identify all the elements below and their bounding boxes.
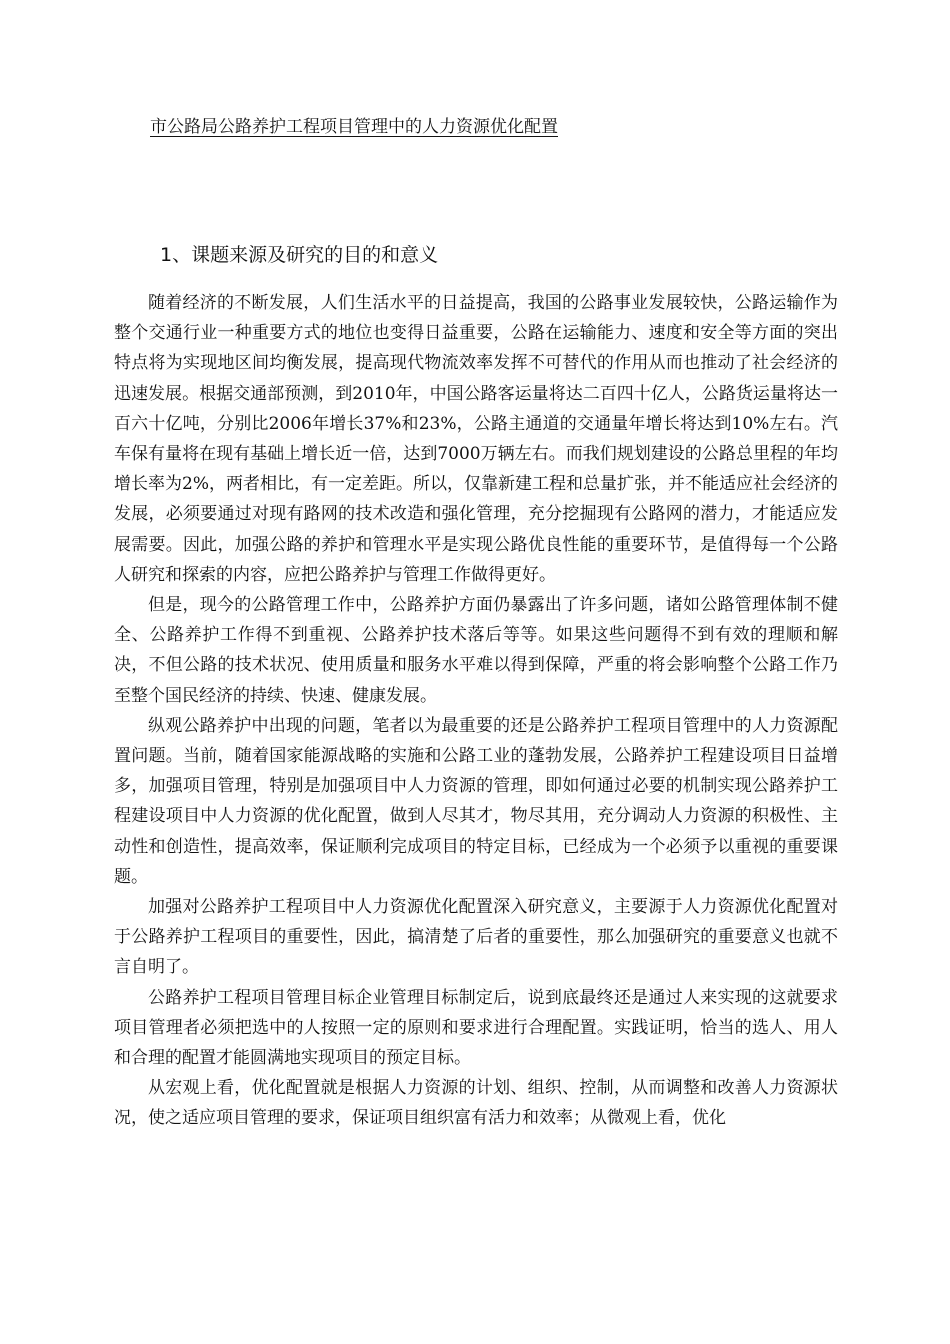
section-heading: 1、课题来源及研究的目的和意义 xyxy=(160,244,439,266)
paragraph: 公路养护工程项目管理目标企业管理目标制定后，说到底最终还是通过人来实现的这就要求项目管理者必须把选中的人按照一定的原则和要求进行合理配置。实践证明，恰当的选人、用人和合理的配置才能圆满地实现项目的预定目标。 xyxy=(114,987,838,1069)
document-title: 市公路局公路养护工程项目管理中的人力资源优化配置 xyxy=(150,117,558,137)
paragraph: 纵观公路养护中出现的问题，笔者以为最重要的还是公路养护工程项目管理中的人力资源配置问题。当前，随着国家能源战略的实施和公路工业的蓬勃发展，公路养护工程建设项目日益增多，加强项目管理，特别是加强项目中人力资源的管理，即如何通过必要的机制实现公路养护工程建设项目中人力资源的优化配置，做到人尽其才，物尽其用，充分调动人力资源的积极性、主动性和创造性，提高效率，保证顺利完成项目的特定目标，已经成为一个必须予以重视的重要课题。 xyxy=(114,715,838,887)
paragraph: 从宏观上看，优化配置就是根据人力资源的计划、组织、控制，从而调整和改善人力资源状况，使之适应项目管理的要求，保证项目组织富有活力和效率；从微观上看，优化 xyxy=(114,1078,838,1129)
body-text xyxy=(114,288,838,1134)
paragraph: 随着经济的不断发展，人们生活水平的日益提高，我国的公路事业发展较快，公路运输作为整个交通行业一种重要方式的地位也变得日益重要，公路在运输能力、速度和安全等方面的突出特点将为实现地区间均衡发展，提高现代物流效率发挥不可替代的作用从而也推动了社会经济的迅速发展。根据交通部预测，到2010年，中国公路客运量将达二百四十亿人，公路货运量将达一百六十亿吨，分别比2006年增长37%和23%，公路主通道的交通量年增长将达到10%左右。汽车保有量将在现有基础上增长近一倍，达到7000万辆左右。而我们规划建设的公路总里程的年均增长率为2%，两者相比，有一定差距。所以，仅靠新建工程和总量扩张，并不能适应社会经济的发展，必须要通过对现有路网的技术改造和强化管理，充分挖掘现有公路网的潜力，才能适应发展需要。因此，加强公路的养护和管理水平是实现公路优良性能的重要环节，是值得每一个公路人研究和探索的内容，应把公路养护与管理工作做得更好。 xyxy=(114,293,838,585)
paragraph: 加强对公路养护工程项目中人力资源优化配置深入研究意义，主要源于人力资源优化配置对于公路养护工程项目的重要性，因此，搞清楚了后者的重要性，那么加强研究的重要意义也就不言自明了。 xyxy=(114,897,838,978)
paragraph: 但是，现今的公路管理工作中，公路养护方面仍暴露出了许多问题，诸如公路管理体制不健全、公路养护工作得不到重视、公路养护技术落后等等。如果这些问题得不到有效的理顺和解决，不但公路的技术状况、使用质量和服务水平难以得到保障，严重的将会影响整个公路工作乃至整个国民经济的持续、快速、健康发展。 xyxy=(114,595,838,706)
